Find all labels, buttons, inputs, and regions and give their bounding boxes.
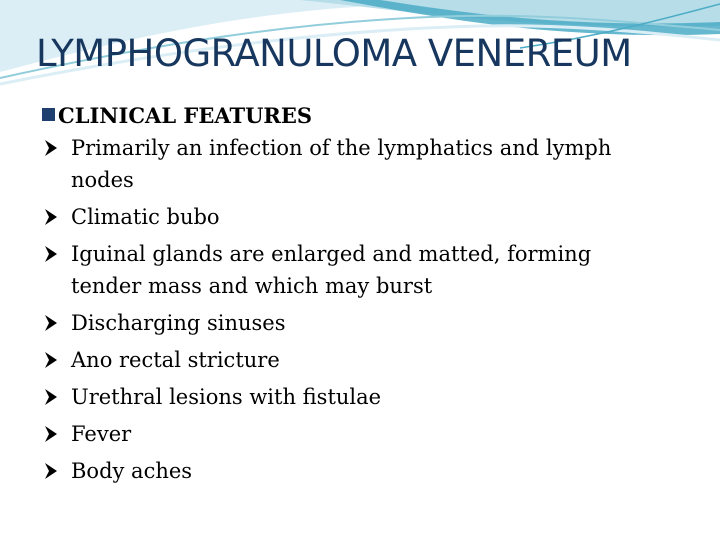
section-heading [40,99,680,132]
arrowhead-bullet-icon [44,315,58,331]
slide-content [40,99,680,492]
list-item-text: Primarily an infection of the lymphatics and lymph nodes [71,136,612,192]
list-item [40,201,680,233]
list-item [40,344,680,376]
list-item [40,238,680,302]
list-item [40,132,680,196]
arrowhead-bullet-icon [44,140,58,156]
list-item-text: Fever [71,422,132,446]
arrowhead-bullet-icon [44,463,58,479]
q-square-bullet-icon [42,108,55,121]
list-item-text: Ano rectal stricture [71,348,280,372]
slide-title: LYMPHOGRANULOMA VENEREUM [36,32,632,75]
list-item [40,381,680,413]
list-item-text: Urethral lesions with fistulae [71,385,382,409]
arrowhead-bullet-icon [44,389,58,405]
arrowhead-bullet-icon [44,352,58,368]
arrowhead-bullet-icon [44,209,58,225]
arrowhead-bullet-icon [44,426,58,442]
list-item [40,418,680,450]
bullet-list [40,132,680,487]
section-heading-text: CLINICAL FEATURES [58,103,313,128]
arrowhead-bullet-icon [44,246,58,262]
list-item-text: Body aches [71,459,193,483]
list-item [40,455,680,487]
list-item-text: Climatic bubo [71,205,220,229]
list-item-text: Discharging sinuses [71,311,286,335]
list-item [40,307,680,339]
list-item-text: Iguinal glands are enlarged and matted, forming tender mass and which may burst [71,242,592,298]
